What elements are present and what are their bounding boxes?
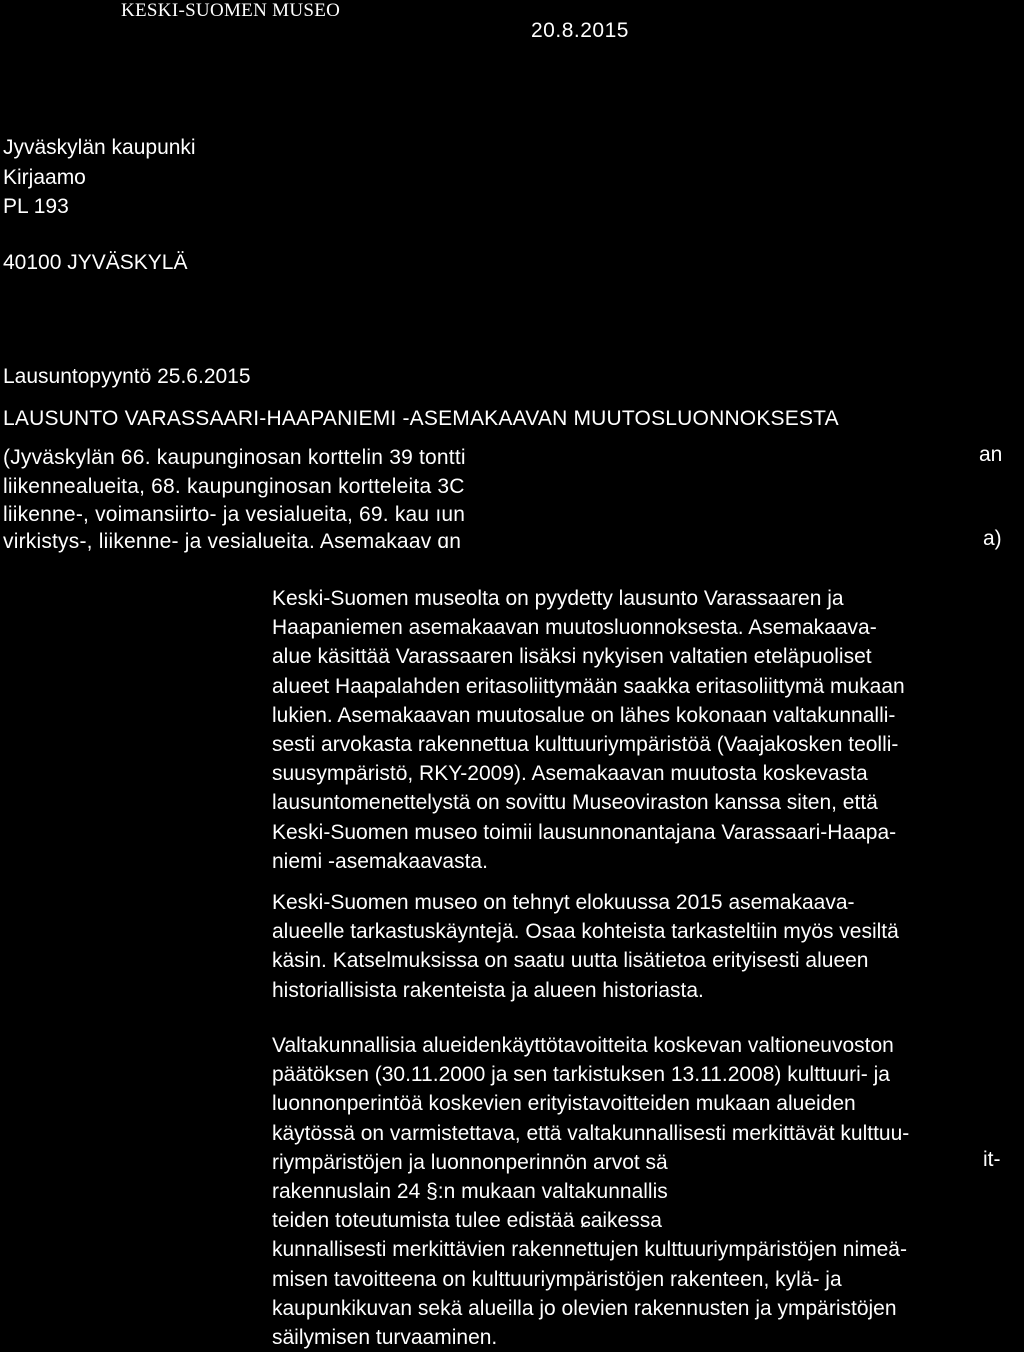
subject-line: liikennealueita, 68. kaupunginosan kortteleita 3C: [3, 475, 465, 498]
reference-line: Lausuntopyyntö 25.6.2015: [3, 365, 251, 388]
paragraph-line: luonnonperintöä koskevien erityistavoitteiden mukaan alueiden: [272, 1092, 856, 1116]
subject-fragment: an: [979, 443, 1003, 466]
paragraph-line: alue käsittää Varassaaren lisäksi nykyisen valtatien eteläpuoliset: [272, 645, 872, 669]
paragraph-line: niemi -asemakaavasta.: [272, 849, 488, 873]
paragraph-line: alueelle tarkastuskäyntejä. Osaa kohteista tarkasteltiin myös vesiltä: [272, 920, 899, 944]
paragraph-line: Valtakunnallisia alueidenkäyttötavoitteita koskevan valtioneuvoston: [272, 1034, 894, 1057]
paragraph-line: Keski-Suomen museolta on pyydetty lausunto Varassaaren ja: [272, 587, 844, 610]
paragraph-line: misen tavoitteena on kulttuuriympäristöjen rakenteen, kylä- ja: [272, 1267, 842, 1291]
paragraph-fragment: it-: [983, 1148, 1001, 1171]
paragraph-line: sesti arvokasta rakennettua kulttuuriympäristöä (Vaajakosken teolli-: [272, 733, 899, 757]
paragraph-line: suusympäristö, RKY-2009). Asemakaavan muutosta koskevasta: [272, 762, 868, 786]
paragraph-line: käsin. Katselmuksissa on saatu uutta lisätietoa erityisesti alueen: [272, 949, 869, 973]
recipient-line-3: PL 193: [3, 195, 69, 218]
body-paragraph: [272, 584, 1016, 876]
paragraph-line: käytössä on varmistettava, että valtakunnallisesti merkittävät kulttuu-: [272, 1121, 910, 1145]
organization-name: KESKI-SUOMEN MUSEO: [121, 0, 341, 21]
paragraph-line: kunnallisesti merkittävien rakennettujen kulttuuriympäristöjen nimeä-: [272, 1238, 907, 1262]
paragraph-line: Keski-Suomen museo toimii lausunnonantajana Varassaari-Haapa-: [272, 820, 897, 844]
recipient-line-2: Kirjaamo: [3, 166, 86, 189]
paragraph-line: Keski-Suomen museo on tehnyt elokuussa 2015 asemakaava-: [272, 891, 855, 914]
paragraph-line: lausuntomenettelystä on sovittu Museoviraston kanssa siten, että: [272, 791, 878, 815]
subject-line: liikenne-, voimansiirto- ja vesialueita, 69. kau ıun: [3, 503, 466, 526]
paragraph-line: rakennuslain 24 §:n mukaan valtakunnallis: [272, 1180, 668, 1204]
paragraph-line: lukien. Asemakaavan muutosalue on lähes kokonaan valtakunnalli-: [272, 703, 896, 727]
subject-fragment: a): [983, 527, 1002, 550]
paragraph-line: säilymisen turvaaminen.: [272, 1326, 498, 1350]
letter-date: 20.8.2015: [531, 19, 629, 42]
paragraph-line: teiden toteutumista tulee edistää ɕaikessa: [272, 1209, 662, 1233]
paragraph-line: alueet Haapalahden eritasoliittymään saakka eritasoliittymä mukaan: [272, 674, 905, 698]
subject-title: LAUSUNTO VARASSAARI-HAAPANIEMI -ASEMAKAAVAN MUUTOSLUONNOKSESTA: [3, 407, 839, 430]
subject-line: virkistys-, liikenne- ja vesialueita. Asemakaav ɑn: [3, 530, 462, 553]
paragraph-line: Haapaniemen asemakaavan muutosluonnoksesta. Asemakaava-: [272, 616, 877, 640]
recipient-postal: 40100 JYVÄSKYLÄ: [3, 251, 188, 274]
paragraph-line: kaupunkikuvan sekä alueilla jo olevien rakennusten ja ympäristöjen: [272, 1296, 897, 1320]
recipient-line-1: Jyväskylän kaupunki: [3, 136, 196, 159]
paragraph-line: historiallisista rakenteista ja alueen historiasta.: [272, 978, 704, 1002]
paragraph-line: päätöksen (30.11.2000 ja sen tarkistuksen 13.11.2008) kulttuuri- ja: [272, 1063, 890, 1087]
paragraph-line: riympäristöjen ja luonnonperinnön arvot sä: [272, 1150, 668, 1174]
subject-line: (Jyväskylän 66. kaupunginosan korttelin 39 tontti: [3, 446, 466, 469]
body-paragraph: [272, 1031, 1016, 1352]
body-paragraph: [272, 888, 1016, 1005]
